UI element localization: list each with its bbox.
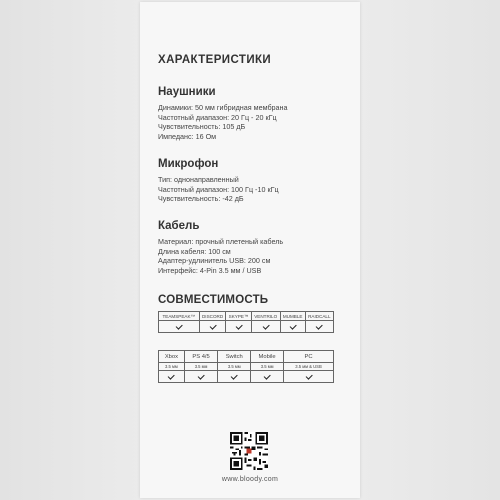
checkmark-icon (209, 322, 216, 329)
spec-line: Материал: прочный плетеный кабель (158, 237, 284, 246)
app-name: TEAMSPEAK™ (159, 312, 200, 321)
checkmark-icon (175, 322, 182, 329)
device-connector: 3.5 мм (251, 363, 284, 371)
section-heading-headphones: Наушники (158, 86, 216, 98)
spec-line: Длина кабеля: 100 см (158, 246, 231, 256)
spec-line: Импеданс: 16 Ом (158, 131, 217, 141)
qr-code-icon (230, 432, 268, 470)
checkmark-icon (235, 322, 242, 329)
app-name: DISCORD (199, 312, 226, 321)
spec-line: Частотный диапазон: 20 Гц - 20 кГц (158, 112, 277, 122)
spec-line: Чувствительность: -42 дБ (158, 194, 244, 204)
spec-line: Интерфейс: 4-Pin 3.5 мм / USB (158, 265, 262, 275)
cable-specs (158, 237, 283, 275)
spec-line: Динамики: 50 мм гибридная мембрана (158, 103, 288, 112)
background-left (0, 0, 140, 500)
spec-line: Частотный диапазон: 100 Гц -10 кГц (158, 184, 279, 194)
spec-line: Адаптер-удлинитель USB: 200 см (158, 256, 271, 266)
checkmark-icon (305, 372, 312, 379)
spec-line: Чувствительность: 105 дБ (158, 122, 246, 132)
spec-sheet (140, 2, 360, 498)
app-name: SKYPE™ (226, 312, 251, 321)
spec-line: Тип: однонаправленный (158, 175, 239, 184)
device-name: Xbox (159, 351, 185, 363)
device-connector: 3.5 мм & USB (284, 363, 334, 371)
app-compatibility-table (158, 311, 334, 333)
checkmark-icon (231, 372, 238, 379)
compatibility-title: СОВМЕСТИМОСТЬ (158, 294, 269, 306)
device-name: PC (284, 351, 334, 363)
device-connector: 3.5 мм (218, 363, 251, 371)
device-name: PS 4/5 (184, 351, 217, 363)
device-name: Mobile (251, 351, 284, 363)
checkmark-icon (262, 322, 269, 329)
checkmark-icon (198, 372, 205, 379)
device-compatibility-table (158, 350, 334, 383)
microphone-specs (158, 175, 279, 204)
section-heading-cable: Кабель (158, 220, 200, 232)
app-name: MUMBLE (280, 312, 305, 321)
device-connector: 3.5 мм (159, 363, 185, 371)
section-heading-microphone: Микрофон (158, 158, 219, 170)
device-name: Switch (218, 351, 251, 363)
checkmark-icon (168, 372, 175, 379)
checkmark-icon (316, 322, 323, 329)
website-url: www.bloody.com (221, 476, 279, 483)
headphones-specs (158, 103, 288, 141)
app-name: RAIDCALL (305, 312, 333, 321)
app-name: VENTRILO (251, 312, 280, 321)
checkmark-icon (289, 322, 296, 329)
checkmark-icon (264, 372, 271, 379)
background-right (360, 0, 500, 500)
device-connector: 3.5 мм (184, 363, 217, 371)
page-title: ХАРАКТЕРИСТИКИ (158, 54, 272, 66)
